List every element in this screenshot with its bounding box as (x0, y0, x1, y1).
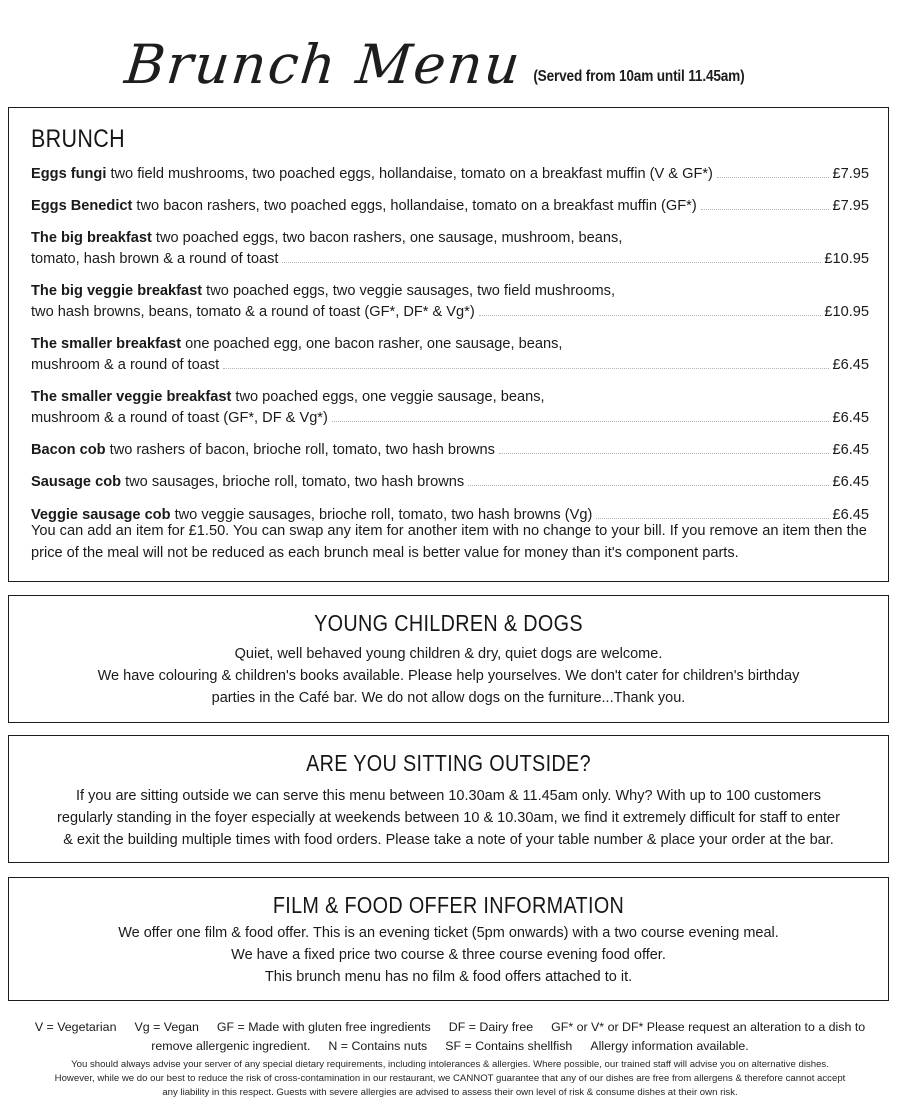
leader-dots (282, 261, 821, 263)
disclaimer-line: However, while we do our best to reduce the risk of cross-contamination in our restaurant, we CANNOT guarantee that any of our dishes are free from allergens & therefore cannot accept (54, 1073, 846, 1085)
item-name: Sausage cob (31, 474, 122, 491)
item-price: £6.45 (832, 474, 869, 491)
item-price: £7.95 (832, 198, 869, 215)
outside-line: If you are sitting outside we can serve this menu between 10.30am & 11.45am only. Why? With up to 100 customers (76, 788, 821, 804)
item-description: two field mushrooms, two poached eggs, hollandaise, tomato on a breakfast muffin (V & GF*) (106, 166, 713, 182)
item-description-line2: mushroom & a round of toast (31, 357, 220, 374)
menu-item (31, 334, 869, 375)
brunch-item-list (31, 164, 869, 537)
item-name: The smaller veggie breakfast (31, 389, 232, 406)
item-description: two poached eggs, two veggie sausages, two field mushrooms, (202, 283, 616, 300)
page-title: Brunch Menu (121, 33, 525, 96)
brunch-section (8, 107, 889, 582)
item-description: two poached eggs, two bacon rashers, one sausage, mushroom, beans, (151, 230, 623, 247)
leader-dots (596, 517, 829, 519)
item-description: two veggie sausages, brioche roll, tomato, two hash browns (Vg) (170, 506, 593, 523)
item-name: The big breakfast (31, 230, 152, 247)
leader-dots (479, 314, 822, 316)
sitting-outside-section (8, 735, 889, 863)
legend-entry: remove allergenic ingredient. (151, 1038, 311, 1053)
item-price: £6.45 (832, 357, 869, 374)
item-description: two bacon rashers, two poached eggs, hollandaise, tomato on a breakfast muffin (GF*) (132, 198, 697, 215)
film-body (9, 922, 888, 988)
leader-dots (499, 452, 830, 454)
children-body (9, 643, 888, 709)
children-line: We have colouring & children's books available. Please help yourselves. We don't cater for children's birthday (97, 668, 800, 685)
item-description: one poached egg, one bacon rasher, one sausage, beans, (181, 336, 563, 353)
item-price: £6.45 (832, 506, 869, 523)
item-description-line2: two hash browns, beans, tomato & a round of toast (GF*, DF* & Vg*) (31, 304, 475, 321)
item-description: two poached eggs, one veggie sausage, beans, (231, 389, 545, 406)
leader-dots (332, 420, 830, 422)
page-header (0, 26, 900, 96)
item-price: £10.95 (824, 251, 869, 268)
outside-line: & exit the building multiple times with food orders. Please take a note of your table number & place your order at the bar. (63, 832, 834, 849)
menu-item (31, 196, 869, 217)
menu-item (31, 164, 869, 185)
menu-item (31, 440, 869, 461)
film-line: We offer one film & food offer. This is an evening ticket (5pm onwards) with a two course evening meal. (118, 925, 779, 941)
leader-dots (701, 208, 830, 210)
item-price: £10.95 (824, 304, 869, 321)
legend-entry: GF* or V* or DF* Please request an alteration to a dish to (551, 1020, 866, 1034)
allergen-legend (0, 1018, 900, 1055)
item-name: Eggs fungi (31, 166, 107, 182)
item-name: The big veggie breakfast (31, 283, 203, 300)
legend-entry: GF = Made with gluten free ingredients (216, 1020, 431, 1034)
item-price: £6.45 (832, 442, 869, 459)
legend-entry: Vg = Vegan (134, 1020, 199, 1034)
item-price: £6.45 (832, 409, 869, 426)
allergen-disclaimer (30, 1058, 870, 1101)
leader-dots (223, 367, 829, 369)
legend-entry: Allergy information available. (590, 1038, 749, 1053)
leader-dots (717, 176, 830, 178)
film-heading: FILM & FOOD OFFER INFORMATION (272, 892, 625, 918)
menu-item (31, 387, 869, 428)
legend-entry: SF = Contains shellfish (445, 1038, 573, 1053)
brunch-heading: BRUNCH (31, 125, 126, 153)
menu-item (31, 281, 869, 322)
film-line: This brunch menu has no film & food offers attached to it. (264, 969, 633, 986)
item-description-line2: tomato, hash brown & a round of toast (31, 251, 279, 268)
legend-entry: N = Contains nuts (328, 1038, 428, 1053)
disclaimer-line: You should always advise your server of any special dietary requirements, including intolerances & allergies. Where possible, our trained staff will advise you on alternative dishes. (71, 1059, 829, 1070)
allergen-legend-row (0, 1037, 900, 1056)
item-description: two rashers of bacon, brioche roll, tomato, two hash browns (105, 442, 495, 459)
menu-item (31, 228, 869, 269)
item-name: Eggs Benedict (31, 198, 133, 215)
item-name: The smaller breakfast (31, 336, 182, 353)
item-description: two sausages, brioche roll, tomato, two hash browns (121, 474, 465, 491)
leader-dots (468, 484, 829, 486)
children-line: Quiet, well behaved young children & dry, quiet dogs are welcome. (234, 646, 663, 662)
item-price: £7.95 (832, 166, 869, 182)
children-heading: YOUNG CHILDREN & DOGS (314, 610, 583, 636)
outside-heading: ARE YOU SITTING OUTSIDE? (306, 750, 591, 776)
outside-body (9, 785, 888, 851)
legend-entry: V = Vegetarian (34, 1020, 117, 1034)
outside-line: regularly standing in the foyer especially at weekends between 10 & 10.30am, we find it extremely difficult for staff to enter (57, 810, 840, 827)
brunch-pricing-note: You can add an item for £1.50. You can swap any item for another item with no change to your bill. If you remove an item then the price of the meal will not be reduced as each brunch meal is better value for money than it's component parts. (31, 523, 867, 561)
film-and-food-offer-section (8, 877, 889, 1001)
menu-item (31, 472, 869, 493)
young-children-and-dogs-section (8, 595, 889, 723)
film-line: We have a fixed price two course & three course evening food offer. (231, 947, 666, 964)
item-name: Veggie sausage cob (31, 506, 171, 523)
allergen-legend-row (0, 1018, 900, 1037)
item-name: Bacon cob (31, 442, 106, 459)
legend-entry: DF = Dairy free (448, 1020, 534, 1034)
serving-hours-note: (Served from 10am until 11.45am) (533, 68, 745, 85)
children-line: parties in the Café bar. We do not allow dogs on the furniture...Thank you. (211, 690, 686, 707)
disclaimer-line: any liability in this respect. Guests with severe allergies are advised to assess their own level of risk & consume dishes at their own risk. (162, 1087, 738, 1099)
item-description-line2: mushroom & a round of toast (GF*, DF & Vg*) (31, 409, 328, 426)
